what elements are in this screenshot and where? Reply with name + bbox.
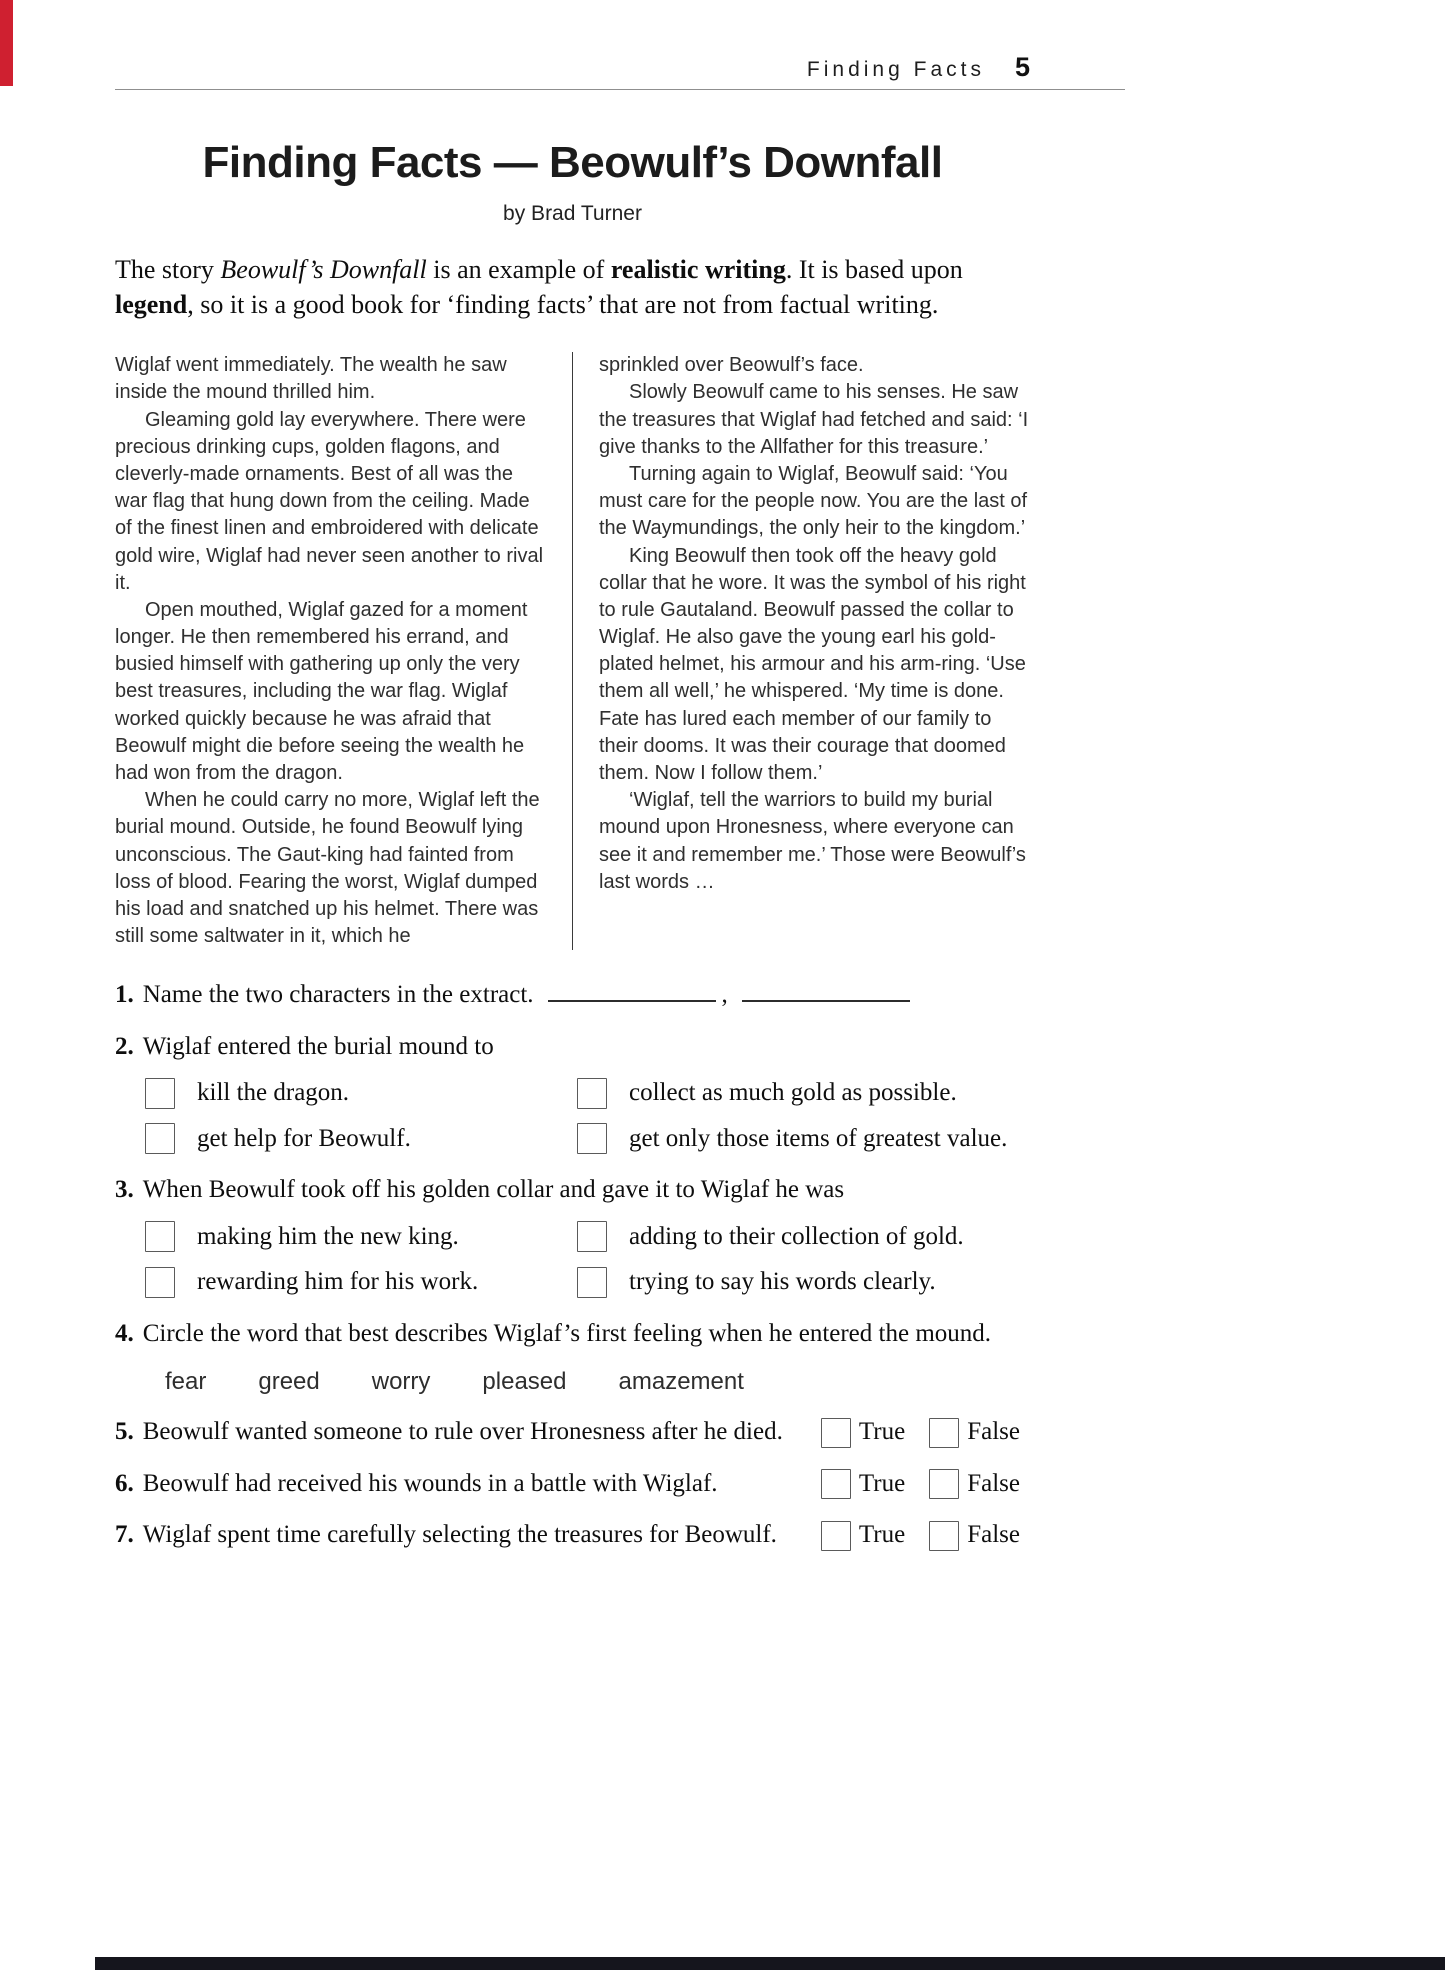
word-option[interactable]: pleased — [482, 1368, 567, 1396]
question-text: Beowulf had received his wounds in a battle with Wiglaf. — [142, 1469, 718, 1497]
true-label: True — [858, 1469, 906, 1497]
false-option — [929, 1416, 1020, 1449]
option-label: making him the new king. — [197, 1222, 459, 1250]
q5-false-checkbox[interactable] — [929, 1418, 959, 1448]
q3-option-1-checkbox[interactable] — [145, 1221, 175, 1252]
story-paragraph: Wiglaf went immediately. The wealth he saw inside the mound thrilled him. — [115, 354, 507, 404]
intro-emphasis: legend — [115, 290, 188, 320]
q7-true-checkbox[interactable] — [821, 1521, 851, 1551]
false-label: False — [967, 1418, 1020, 1446]
option-label: kill the dragon. — [197, 1079, 350, 1107]
true-option — [821, 1519, 905, 1552]
q2-option-1-checkbox[interactable] — [145, 1078, 175, 1109]
question-2-options — [145, 1077, 1030, 1155]
corner-tab — [0, 0, 13, 86]
intro-text: . It is based upon — [785, 255, 963, 284]
question-text: Wiglaf entered the burial mound to — [142, 1032, 494, 1060]
story-paragraph: ‘Wiglaf, tell the warriors to build my burial mound upon Hronesness, where everyone can see it and remember me.’ Those were Beowulf’s last words … — [599, 789, 1026, 893]
question-number: 2. — [115, 1032, 134, 1060]
question-3-option-3 — [145, 1266, 577, 1299]
false-option — [929, 1468, 1020, 1501]
option-label: collect as much gold as possible. — [629, 1079, 957, 1107]
true-label: True — [858, 1521, 906, 1549]
footer-bar — [95, 1957, 1445, 1970]
true-false-group — [821, 1416, 1020, 1449]
question-3-option-2 — [577, 1221, 1030, 1254]
intro-emphasis: realistic writing — [610, 255, 786, 284]
word-option[interactable]: greed — [258, 1368, 320, 1396]
question-stem — [115, 1416, 783, 1449]
true-label: True — [858, 1418, 906, 1446]
intro-text: The story — [115, 255, 221, 284]
question-5 — [115, 1416, 1030, 1449]
question-stem — [115, 1468, 718, 1501]
true-option — [821, 1416, 905, 1449]
question-2-option-2 — [577, 1077, 1030, 1110]
q3-option-2-checkbox[interactable] — [577, 1221, 607, 1252]
question-number: 5. — [115, 1418, 134, 1446]
questions-section — [115, 978, 1030, 1551]
intro-text: is an example of — [426, 255, 611, 284]
question-1 — [115, 978, 1030, 1011]
true-option — [821, 1468, 905, 1501]
option-label: trying to say his words clearly. — [629, 1268, 936, 1296]
word-options — [165, 1366, 1030, 1397]
story-left-column — [115, 352, 546, 950]
story-paragraph: King Beowulf then took off the heavy gold collar that he wore. It was the symbol of his right to rule Gautaland. Beowulf passed the collar to Wiglaf. He also gave the young earl his gold-plated helmet, his armour and his arm-ring. ‘Use them all well,’ he whispered. ‘My time is done. Fate has lured each member of our family to their dooms. It was their courage that doomed them. Now I follow them.’ — [599, 544, 1026, 784]
question-stem — [115, 1318, 1030, 1351]
question-text: Name the two characters in the extract. — [142, 981, 534, 1009]
question-3-option-4 — [577, 1266, 1030, 1299]
blank-separator: , — [721, 981, 728, 1009]
false-option — [929, 1519, 1020, 1552]
false-label: False — [967, 1469, 1020, 1497]
option-label: adding to their collection of gold. — [629, 1222, 964, 1250]
option-label: get help for Beowulf. — [197, 1124, 411, 1152]
word-option[interactable]: fear — [165, 1368, 207, 1396]
question-stem — [115, 1519, 777, 1552]
question-number: 1. — [115, 981, 134, 1009]
question-text: Circle the word that best describes Wiglaf’s first feeling when he entered the mound. — [142, 1319, 992, 1347]
story-paragraph: Open mouthed, Wiglaf gazed for a moment longer. He then remembered his errand, and busied himself with gathering up only the very best treasures, including the war flag. Wiglaf worked quickly because he was afraid that Beowulf might die before seeing the wealth he had won from the dragon. — [115, 598, 528, 784]
column-divider — [572, 352, 573, 950]
story-paragraph: sprinkled over Beowulf’s face. — [599, 354, 864, 377]
question-3-options — [145, 1221, 1030, 1299]
answer-blank-2[interactable] — [742, 978, 910, 1002]
question-number: 6. — [115, 1469, 134, 1497]
question-text: Beowulf wanted someone to rule over Hronesness after he died. — [142, 1418, 783, 1446]
story-extract — [115, 352, 1030, 950]
question-6 — [115, 1468, 1030, 1501]
question-3 — [115, 1174, 1030, 1299]
question-number: 4. — [115, 1319, 134, 1347]
word-option[interactable]: worry — [371, 1368, 431, 1396]
story-right-column — [599, 352, 1030, 950]
q6-false-checkbox[interactable] — [929, 1469, 959, 1499]
question-2-option-1 — [145, 1077, 577, 1110]
question-stem — [115, 1174, 1030, 1207]
page-header — [115, 0, 1125, 90]
q7-false-checkbox[interactable] — [929, 1521, 959, 1551]
story-paragraph: Slowly Beowulf came to his senses. He saw the treasures that Wiglaf had fetched and said: ‘I give thanks to the Allfather for this treasure.’ — [599, 381, 1029, 458]
question-3-option-1 — [145, 1221, 577, 1254]
page-title: Finding Facts — Beowulf’s Downfall — [202, 138, 943, 187]
q5-true-checkbox[interactable] — [821, 1418, 851, 1448]
q3-option-4-checkbox[interactable] — [577, 1267, 607, 1298]
question-text: When Beowulf took off his golden collar and gave it to Wiglaf he was — [142, 1176, 845, 1204]
q6-true-checkbox[interactable] — [821, 1469, 851, 1499]
page-content — [115, 0, 1030, 1552]
story-paragraph: Turning again to Wiglaf, Beowulf said: ‘You must care for the people now. You are the last of the Waymundings, the only heir to the kingdom.’ — [599, 462, 1028, 540]
question-2-option-4 — [577, 1123, 1030, 1156]
true-false-group — [821, 1519, 1020, 1552]
option-label: rewarding him for his work. — [197, 1268, 479, 1296]
false-label: False — [967, 1521, 1020, 1549]
question-text: Wiglaf spent time carefully selecting the treasures for Beowulf. — [142, 1521, 777, 1549]
question-stem — [115, 1031, 1030, 1064]
q2-option-4-checkbox[interactable] — [577, 1123, 607, 1154]
book-title: Beowulf’s Downfall — [220, 255, 427, 284]
q3-option-3-checkbox[interactable] — [145, 1267, 175, 1298]
byline: by Brad Turner — [503, 202, 642, 225]
question-number: 7. — [115, 1521, 134, 1549]
q2-option-2-checkbox[interactable] — [577, 1078, 607, 1109]
story-paragraph: Gleaming gold lay everywhere. There were precious drinking cups, golden flagons, and cleverly-made ornaments. Best of all was the war flag that hung down from the ceiling. Made of the finest linen and embroidered with delicate gold wire, Wiglaf had never seen another to rival it. — [115, 408, 544, 594]
question-7 — [115, 1519, 1030, 1552]
question-number: 3. — [115, 1176, 134, 1204]
intro-text: , so it is a good book for ‘finding facts’ that are not from factual writing. — [187, 290, 939, 320]
story-paragraph: When he could carry no more, Wiglaf left the burial mound. Outside, he found Beowulf lying unconscious. The Gaut-king had fainted from loss of blood. Fearing the worst, Wiglaf dumped his load and snatched up his helmet. There was still some saltwater in it, which he — [115, 789, 540, 948]
question-2-option-3 — [145, 1123, 577, 1156]
question-2 — [115, 1031, 1030, 1156]
option-label: get only those items of greatest value. — [629, 1124, 1008, 1152]
page-number: 5 — [1014, 52, 1030, 82]
header-section-title: Finding Facts — [806, 58, 985, 81]
intro-paragraph — [115, 252, 1030, 322]
word-option[interactable]: amazement — [618, 1368, 744, 1396]
question-4 — [115, 1318, 1030, 1398]
true-false-group — [821, 1468, 1020, 1501]
q2-option-3-checkbox[interactable] — [145, 1123, 175, 1154]
answer-blank-1[interactable] — [548, 978, 716, 1002]
